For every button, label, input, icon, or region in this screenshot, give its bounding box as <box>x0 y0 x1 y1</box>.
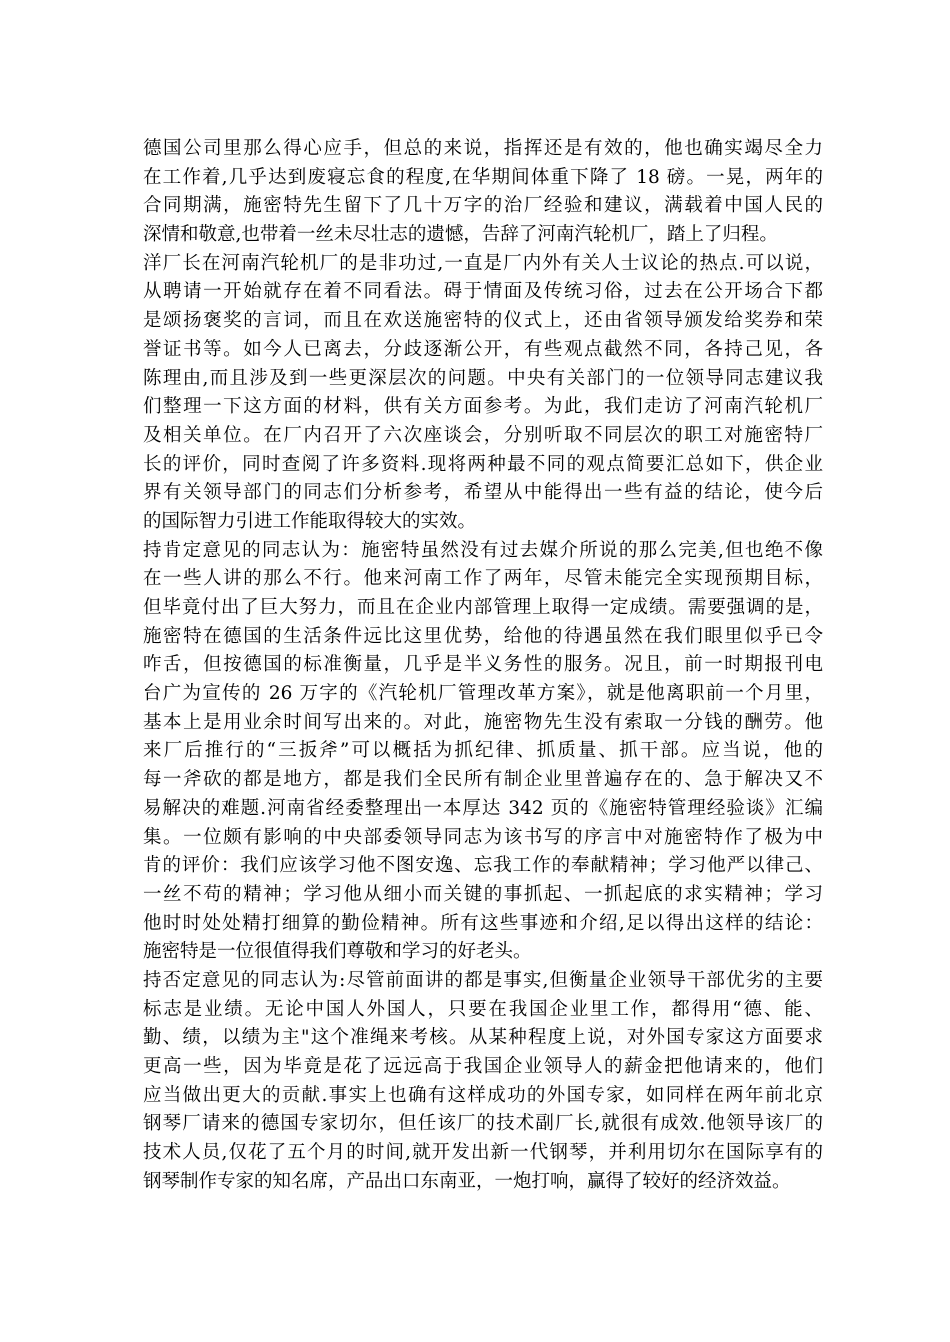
text-line: 技术人员,仅花了五个月的时间,就开发出新一代钢琴，并利用切尔在国际享有的 <box>143 1142 823 1164</box>
text-line: 集。一位颇有影响的中央部委领导同志为该书写的序言中对施密特作了极为中 <box>143 826 823 848</box>
text-line: 来厂后推行的“三扳斧”可以概括为抓纪律、抓质量、抓干部。应当说，他的 <box>143 740 823 762</box>
text-line: 们整理一下这方面的材料，供有关方面参考。为此，我们走访了河南汽轮机厂 <box>143 396 823 418</box>
paragraph-3 <box>143 537 823 967</box>
text-line: 每一斧砍的都是地方，都是我们全民所有制企业里普遍存在的、急于解决又不 <box>143 769 823 791</box>
text-line: 钢琴厂请来的德国专家切尔，但任该厂的技术副厂长,就很有成效.他领导该厂的 <box>143 1113 823 1135</box>
text-line: 在工作着,几乎达到废寝忘食的程度,在华期间体重下降了 18 磅。一晃，两年的 <box>143 166 823 188</box>
text-line: 施密特是一位很值得我们尊敬和学习的好老头。 <box>143 941 532 963</box>
text-line: 陈理由,而且涉及到一些更深层次的问题。中央有关部门的一位领导同志建议我 <box>143 367 823 389</box>
text-line: 持肯定意见的同志认为：施密特虽然没有过去媒介所说的那么完美,但也绝不像 <box>143 539 823 561</box>
text-line: 从聘请一开始就存在着不同看法。碍于情面及传统习俗，过去在公开场合下都 <box>143 281 823 303</box>
text-line: 基本上是用业余时间写出来的。对此，施密物先生没有索取一分钱的酬劳。他 <box>143 711 823 733</box>
text-line: 标志是业绩。无论中国人外国人，只要在我国企业里工作，都得用“德、能、 <box>143 998 823 1020</box>
text-line: 施密特在德国的生活条件远比这里优势，给他的待遇虽然在我们眼里似乎已令 <box>143 625 823 647</box>
text-line: 肯的评价：我们应该学习他不图安逸、忘我工作的奉献精神；学习他严以律己、 <box>143 855 823 877</box>
text-line: 台广为宣传的 26 万字的《汽轮机厂管理改革方案》，就是他离职前一个月里， <box>143 683 823 705</box>
text-line: 但毕竟付出了巨大努力，而且在企业内部管理上取得一定成绩。需要强调的是， <box>143 597 823 618</box>
text-line: 一丝不苟的精神；学习他从细小而关键的事抓起、一抓起底的求实精神；学习 <box>143 883 823 905</box>
text-line: 是颂扬褒奖的言词，而且在欢送施密特的仪式上，还由省领导颁发给奖券和荣 <box>143 310 823 332</box>
text-line: 洋厂长在河南汽轮机厂的是非功过,一直是厂内外有关人士议论的热点.可以说， <box>143 252 823 274</box>
text-line: 的国际智力引进工作能取得较大的实效。 <box>143 510 477 532</box>
paragraph-4 <box>143 967 823 1197</box>
text-line: 在一些人讲的那么不行。他来河南工作了两年，尽管未能完全实现预期目标， <box>143 568 823 590</box>
text-line: 易解决的难题.河南省经委整理出一本厚达 342 页的《施密特管理经验谈》汇编 <box>143 797 823 819</box>
text-line: 及相关单位。在厂内召开了六次座谈会，分别听取不同层次的职工对施密特厂 <box>143 424 823 446</box>
text-line: 他时时处处精打细算的勤俭精神。所有这些事迹和介绍,足以得出这样的结论： <box>143 912 823 934</box>
text-line: 合同期满，施密特先生留下了几十万字的治厂经验和建议，满载着中国人民的 <box>143 195 823 217</box>
paragraph-1 <box>143 135 823 250</box>
body-text <box>143 135 823 1196</box>
text-line: 应当做出更大的贡献.事实上也确有这样成功的外国专家，如同样在两年前北京 <box>143 1084 823 1106</box>
text-line: 深情和敬意,也带着一丝未尽壮志的遗憾，告辞了河南汽轮机厂，踏上了归程。 <box>143 224 778 246</box>
text-line: 持否定意见的同志认为:尽管前面讲的都是事实,但衡量企业领导干部优劣的主要 <box>143 969 823 991</box>
text-line: 更高一些，因为毕竟是花了远远高于我国企业领导人的薪金把他请来的，他们 <box>143 1056 823 1077</box>
text-line: 誉证书等。如今人已离去，分歧逐渐公开，有些观点截然不同，各持己见，各 <box>143 338 823 360</box>
text-line: 勤、绩，以绩为主"这个准绳来考核。从某种程度上说，对外国专家这方面要求 <box>143 1027 823 1049</box>
text-line: 界有关领导部门的同志们分析参考，希望从中能得出一些有益的结论，使今后 <box>143 482 823 504</box>
text-line: 德国公司里那么得心应手，但总的来说，指挥还是有效的，他也确实竭尽全力 <box>143 138 823 159</box>
text-line: 钢琴制作专家的知名席，产品出口东南亚，一炮打响，赢得了较好的经济效益。 <box>143 1170 791 1192</box>
text-line: 咋舌，但按德国的标准衡量，几乎是半义务性的服务。况且，前一时期报刊电 <box>143 654 823 676</box>
paragraph-2 <box>143 250 823 537</box>
text-line: 长的评价，同时查阅了许多资料.现将两种最不同的观点简要汇总如下，供企业 <box>143 453 823 475</box>
